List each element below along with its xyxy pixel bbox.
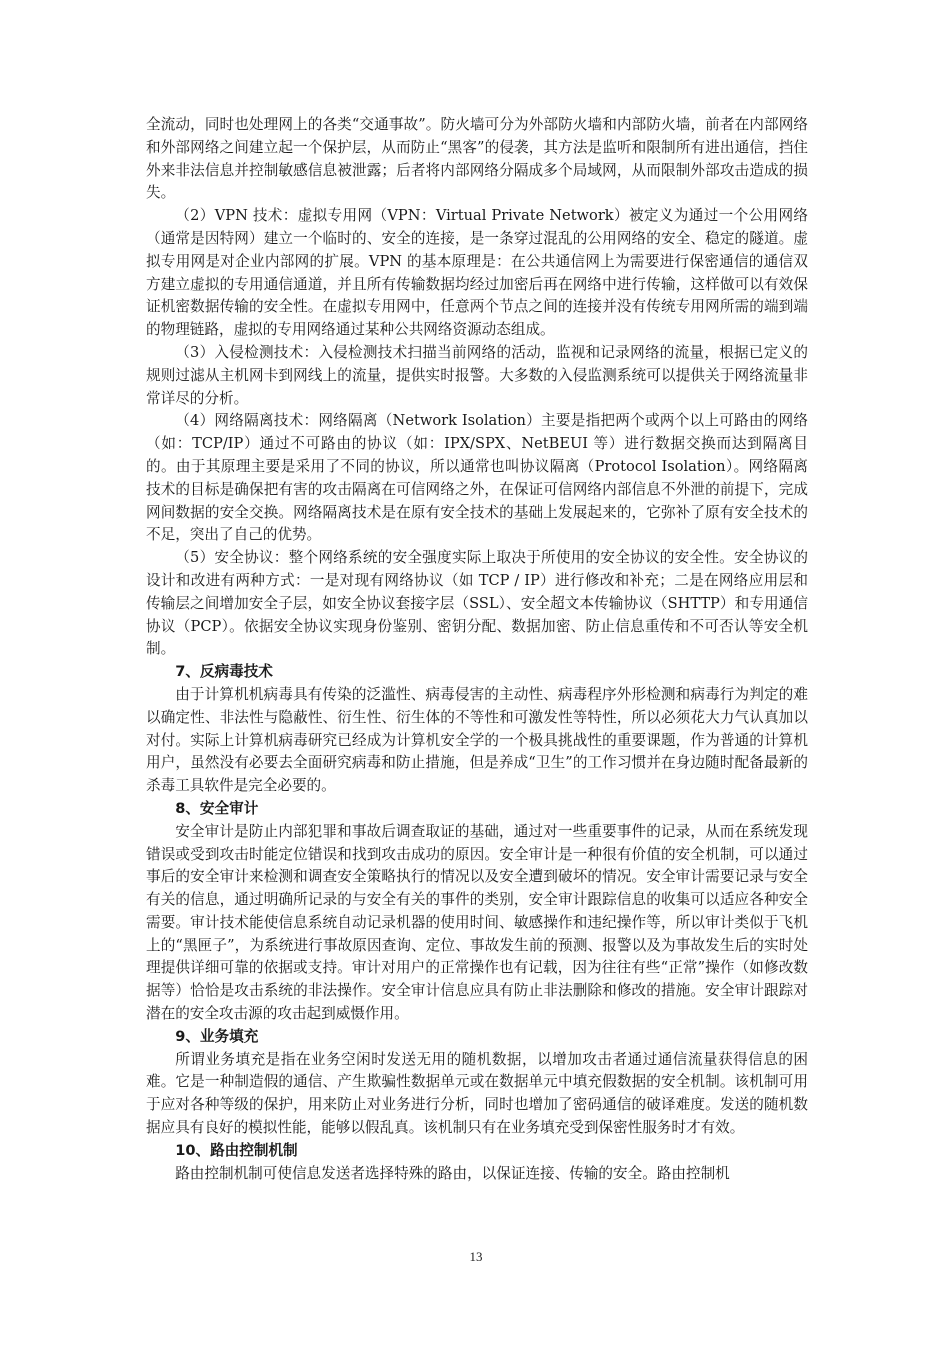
paragraph-traffic-padding: 所谓业务填充是指在业务空闲时发送无用的随机数据，以增加攻击者通过通信流量获得信息的困难。它是一种制造假的通信、产生欺骗性数据单元或在数据单元中填充假数据的安全机制。该机制可用于应对各种等级的保护，用来防止对业务进行分析，同时也增加了密码通信的破译难度。发送的随机数据应具有良好的模拟性能，能够以假乱真。该机制只有在业务填充受到保密性服务时才有效。 <box>146 1050 808 1137</box>
paragraph-security-audit: 安全审计是防止内部犯罪和事故后调查取证的基础，通过对一些重要事件的记录，从而在系统发现错误或受到攻击时能定位错误和找到攻击成功的原因。安全审计是一种很有价值的安全机制，可以通过事后的安全审计来检测和调查安全策略执行的情况以及安全遭到破坏的情况。安全审计需要记录与安全有关的信息，通过明确所记录的与安全有关的事件的类别，安全审计跟踪信息的收集可以适应各种安全需要。审计技术能使信息系统自动记录机器的使用时间、敏感操作和违纪操作等，所以审计类似于飞机上的“黑匣子”，为系统进行事故原因查询、定位、事故发生前的预测、报警以及为事故发生后的实时处理提供详细可靠的依据或支持。审计对用户的正常操作也有记载，因为往往有些“正常”操作（如修改数据等）恰恰是攻击系统的非法操作。安全审计信息应具有防止非法删除和修改的措施。安全审计跟踪对潜在的安全攻击源的攻击起到威慑作用。 <box>146 822 808 1023</box>
paragraph-security-protocol: （5）安全协议：整个网络系统的安全强度实际上取决于所使用的安全协议的安全性。安全协议的设计和改进有两种方式：一是对现有网络协议（如 TCP / IP）进行修改和补充；二是在网络应用层和传输层之间增加安全子层，如安全协议套接字层（SSL）、安全超文本传输协议（SHTTP）和专用通信协议（PCP）。依据安全协议实现身份鉴别、密钥分配、数据加密、防止信息重传和不可否认等安全机制。 <box>146 549 808 658</box>
paragraph-network-isolation: （4）网络隔离技术：网络隔离（Network Isolation）主要是指把两个或两个以上可路由的网络（如：TCP/IP）通过不可路由的协议（如：IPX/SPX、NetBEUI 等）进行数据交换而达到隔离目的。由于其原理主要是采用了不同的协议，所以通常也叫协议隔离（Protocol Isolation）。网络隔离技术的目标是确保把有害的攻击隔离在可信网络之外，在保证可信网络内部信息不外泄的前提下，完成网间数据的安全交换。网络隔离技术是在原有安全技术的基础上发展起来的，它弥补了原有安全技术的不足，突出了自己的优势。 <box>146 412 808 544</box>
document-body <box>146 114 808 1185</box>
paragraph-vpn: （2）VPN 技术：虚拟专用网（VPN：Virtual Private Network）被定义为通过一个公用网络（通常是因特网）建立一个临时的、安全的连接，是一条穿过混乱的公用网络的安全、稳定的隧道。虚拟专用网是对企业内部网的扩展。VPN 的基本原理是：在公共通信网上为需要进行保密通信的通信双方建立虚拟的专用通信通道，并且所有传输数据均经过加密后再在网络中进行传输，这样做可以有效保证机密数据传输的安全性。在虚拟专用网中，任意两个节点之间的连接并没有传统专用网所需的端到端的物理链路，虚拟的专用网络通过某种公共网络资源动态组成。 <box>146 207 808 339</box>
paragraph-intrusion-detection: （3）入侵检测技术：入侵检测技术扫描当前网络的活动，监视和记录网络的流量，根据已定义的规则过滤从主机网卡到网线上的流量，提供实时报警。大多数的入侵监测系统可以提供关于网络流量非常详尽的分析。 <box>146 343 808 407</box>
heading-routing-control: 10、路由控制机制 <box>175 1141 298 1159</box>
page-number: 13 <box>469 1249 483 1264</box>
paragraph-antivirus: 由于计算机机病毒具有传染的泛滥性、病毒侵害的主动性、病毒程序外形检测和病毒行为判定的难以确定性、非法性与隐蔽性、衍生性、衍生体的不等性和可激发性等特性，所以必须花大力气认真加以对付。实际上计算机病毒研究已经成为计算机安全学的一个极具挑战性的重要课题，作为普通的计算机用户，虽然没有必要去全面研究病毒和防止措施，但是养成“卫生”的工作习惯并在身边随时配备最新的杀毒工具软件是完全必要的。 <box>146 685 808 795</box>
paragraph-firewall-continued: 全流动，同时也处理网上的各类“交通事故”。防火墙可分为外部防火墙和内部防火墙，前者在内部网络和外部网络之间建立起一个保护层，从而防止“黑客”的侵袭，其方法是监听和限制所有进出通信，挡住外来非法信息并控制敏感信息被泄露；后者将内部网络分隔成多个局域网，从而限制外部攻击造成的损失。 <box>146 116 808 202</box>
heading-antivirus: 7、反病毒技术 <box>175 663 273 681</box>
paragraph-routing-control: 路由控制机制可使信息发送者选择特殊的路由，以保证连接、传输的安全。路由控制机 <box>175 1164 730 1182</box>
heading-traffic-padding: 9、业务填充 <box>175 1027 259 1045</box>
heading-security-audit: 8、安全审计 <box>175 799 259 817</box>
